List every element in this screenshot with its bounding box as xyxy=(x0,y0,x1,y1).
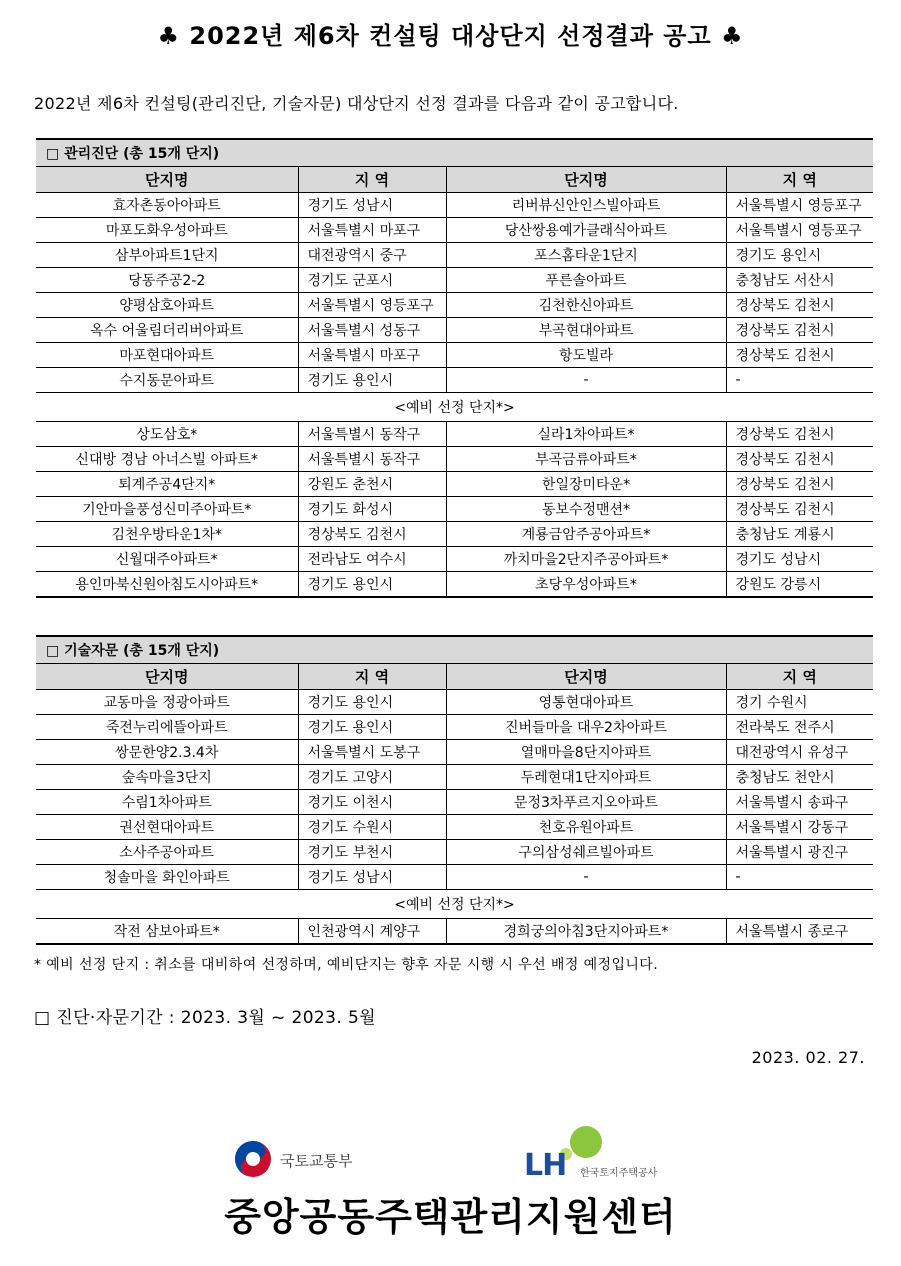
table-cell: 효자촌동아아파트 xyxy=(36,193,298,218)
table-cell: 전라북도 전주시 xyxy=(726,715,873,740)
lh-logo xyxy=(524,1124,694,1184)
table-cell: 경기도 용인시 xyxy=(298,368,446,393)
table-cell: 경기도 성남시 xyxy=(298,865,446,890)
section-heading: □ 관리진단 (총 15개 단지) xyxy=(36,139,873,167)
table-cell: - xyxy=(446,865,726,890)
table-cell: - xyxy=(726,865,873,890)
table-row xyxy=(36,318,873,343)
column-header: 지 역 xyxy=(298,664,446,690)
table-cell: 삼부아파트1단지 xyxy=(36,243,298,268)
table-cell: 서울특별시 송파구 xyxy=(726,790,873,815)
table-cell: 교동마을 정광아파트 xyxy=(36,690,298,715)
table-cell: 퇴계주공4단지* xyxy=(36,472,298,497)
table-cell: 경상북도 김천시 xyxy=(298,522,446,547)
table-row xyxy=(36,218,873,243)
reserve-label: <예비 선정 단지*> xyxy=(36,890,873,919)
table-cell: 대전광역시 중구 xyxy=(298,243,446,268)
table-cell: 경기도 이천시 xyxy=(298,790,446,815)
column-header: 지 역 xyxy=(298,167,446,193)
table-cell: 실라1차아파트* xyxy=(446,422,726,447)
table-row xyxy=(36,715,873,740)
table-cell: 경상북도 김천시 xyxy=(726,318,873,343)
table-cell: 구의삼성쉐르빌아파트 xyxy=(446,840,726,865)
table-cell: 서울특별시 동작구 xyxy=(298,447,446,472)
table-cell: 경기도 용인시 xyxy=(298,690,446,715)
lh-mark: LH xyxy=(524,1148,567,1183)
page-title: ♣ 2022년 제6차 컨설팅 대상단지 선정결과 공고 ♣ xyxy=(157,22,744,50)
table-cell: 대전광역시 유성구 xyxy=(726,740,873,765)
table-cell: 동보수정맨션* xyxy=(446,497,726,522)
table-cell: 부곡현대아파트 xyxy=(446,318,726,343)
column-header: 단지명 xyxy=(36,664,298,690)
table-cell: 양평삼호아파트 xyxy=(36,293,298,318)
table-cell: 서울특별시 성동구 xyxy=(298,318,446,343)
table-cell: 경기도 용인시 xyxy=(726,243,873,268)
table-cell: 죽전누리에뜰아파트 xyxy=(36,715,298,740)
table-cell: 마포현대아파트 xyxy=(36,343,298,368)
table-row xyxy=(36,472,873,497)
table-row xyxy=(36,840,873,865)
table-cell: 경기도 성남시 xyxy=(726,547,873,572)
table-cell: 김천우방타운1차* xyxy=(36,522,298,547)
table-cell: 수지동문아파트 xyxy=(36,368,298,393)
table-cell: 경상북도 김천시 xyxy=(726,447,873,472)
table-cell: 신대방 경남 아너스빌 아파트* xyxy=(36,447,298,472)
table-row xyxy=(36,815,873,840)
table-cell: 경상북도 김천시 xyxy=(726,293,873,318)
table-cell: 경상북도 김천시 xyxy=(726,343,873,368)
organization-name: 중앙공동주택관리지원센터 xyxy=(224,1195,677,1239)
lh-name: 한국토지주택공사 xyxy=(580,1168,658,1179)
table-cell: 충청남도 계룡시 xyxy=(726,522,873,547)
column-header: 단지명 xyxy=(446,664,726,690)
column-header: 단지명 xyxy=(36,167,298,193)
table-cell: 수림1차아파트 xyxy=(36,790,298,815)
table-cell: 부곡금류아파트* xyxy=(446,447,726,472)
reserve-heading-row xyxy=(36,393,873,422)
table-cell: 천호유원아파트 xyxy=(446,815,726,840)
table-cell: - xyxy=(446,368,726,393)
table-cell: 경상북도 김천시 xyxy=(726,422,873,447)
section-heading: □ 기술자문 (총 15개 단지) xyxy=(36,636,873,664)
reserve-label: <예비 선정 단지*> xyxy=(36,393,873,422)
table-cell: 기안마을풍성신미주아파트* xyxy=(36,497,298,522)
table-cell: 까치마을2단지주공아파트* xyxy=(446,547,726,572)
table-row xyxy=(36,368,873,393)
table-cell: 권선현대아파트 xyxy=(36,815,298,840)
table-cell: 경기도 용인시 xyxy=(298,572,446,598)
table-cell: 푸른솔아파트 xyxy=(446,268,726,293)
table-cell: 소사주공아파트 xyxy=(36,840,298,865)
table-row xyxy=(36,765,873,790)
table-cell: 경기도 성남시 xyxy=(298,193,446,218)
table-cell: 진버들마을 대우2차아파트 xyxy=(446,715,726,740)
table-cell: 문정3차푸르지오아파트 xyxy=(446,790,726,815)
table-cell: 서울특별시 영등포구 xyxy=(298,293,446,318)
table-cell: 서울특별시 마포구 xyxy=(298,218,446,243)
table-row xyxy=(36,919,873,945)
table-row xyxy=(36,243,873,268)
table-cell: 한일장미타운* xyxy=(446,472,726,497)
table-cell: 작전 삼보아파트* xyxy=(36,919,298,945)
column-header: 단지명 xyxy=(446,167,726,193)
table-row xyxy=(36,790,873,815)
table-cell: 서울특별시 영등포구 xyxy=(726,193,873,218)
table-row xyxy=(36,547,873,572)
table-cell: 경상북도 김천시 xyxy=(726,497,873,522)
table-cell: 전라남도 여수시 xyxy=(298,547,446,572)
table-cell: 두레현대1단지아파트 xyxy=(446,765,726,790)
table-cell: 영통현대아파트 xyxy=(446,690,726,715)
table-cell: 김천한신아파트 xyxy=(446,293,726,318)
table-cell: 경기도 수원시 xyxy=(298,815,446,840)
table-row xyxy=(36,865,873,890)
table-cell: 강원도 강릉시 xyxy=(726,572,873,598)
molit-name: 국토교통부 xyxy=(280,1152,353,1170)
table-cell: 서울특별시 마포구 xyxy=(298,343,446,368)
table-cell: 인천광역시 계양구 xyxy=(298,919,446,945)
table-cell: 청솔마을 화인아파트 xyxy=(36,865,298,890)
table-row xyxy=(36,447,873,472)
table-cell: 경기도 고양시 xyxy=(298,765,446,790)
molit-logo xyxy=(234,1140,394,1180)
table-cell: 경기도 용인시 xyxy=(298,715,446,740)
footnote: * 예비 선정 단지 : 취소를 대비하여 선정하며, 예비단지는 향후 자문 시행 시 우선 배정 예정입니다. xyxy=(34,957,659,973)
table-row xyxy=(36,343,873,368)
table-cell: 서울특별시 영등포구 xyxy=(726,218,873,243)
table-cell: 계룡금암주공아파트* xyxy=(446,522,726,547)
table-row xyxy=(36,690,873,715)
table-cell: 리버뷰신안인스빌아파트 xyxy=(446,193,726,218)
table-row xyxy=(36,497,873,522)
table-row xyxy=(36,193,873,218)
table-cell: 신월대주아파트* xyxy=(36,547,298,572)
table-cell: 초당우성아파트* xyxy=(446,572,726,598)
diagnosis-table xyxy=(36,138,873,598)
column-header: 지 역 xyxy=(726,664,873,690)
announcement-date: 2023. 02. 27. xyxy=(751,1048,865,1067)
table-cell: 용인마북신원아침도시아파트* xyxy=(36,572,298,598)
table-row xyxy=(36,522,873,547)
table-row xyxy=(36,422,873,447)
table-row xyxy=(36,268,873,293)
table-cell: 경희궁의아침3단지아파트* xyxy=(446,919,726,945)
consulting-period: □ 진단·자문기간 : 2023. 3월 ~ 2023. 5월 xyxy=(34,1008,377,1028)
table-cell: 상도삼호* xyxy=(36,422,298,447)
reserve-heading-row xyxy=(36,890,873,919)
taegeuk-icon xyxy=(234,1140,272,1178)
table-row xyxy=(36,572,873,598)
table-cell: 경기도 부천시 xyxy=(298,840,446,865)
table-cell: 충청남도 서산시 xyxy=(726,268,873,293)
table-row xyxy=(36,293,873,318)
table-cell: 서울특별시 종로구 xyxy=(726,919,873,945)
technical-table xyxy=(36,635,873,945)
table-cell: 경기도 화성시 xyxy=(298,497,446,522)
intro-text: 2022년 제6차 컨설팅(관리진단, 기술자문) 대상단지 선정 결과를 다음과 같이 공고합니다. xyxy=(34,94,679,113)
table-cell: 서울특별시 동작구 xyxy=(298,422,446,447)
table-cell: 마포도화우성아파트 xyxy=(36,218,298,243)
table-cell: 경기도 군포시 xyxy=(298,268,446,293)
table-cell: 서울특별시 광진구 xyxy=(726,840,873,865)
table-cell: 숲속마을3단지 xyxy=(36,765,298,790)
table-cell: 옥수 어울림더리버아파트 xyxy=(36,318,298,343)
table-cell: 당산쌍용예가클래식아파트 xyxy=(446,218,726,243)
table-cell: 경상북도 김천시 xyxy=(726,472,873,497)
table-cell: 서울특별시 강동구 xyxy=(726,815,873,840)
table-cell: 당동주공2-2 xyxy=(36,268,298,293)
table-cell: - xyxy=(726,368,873,393)
table-row xyxy=(36,740,873,765)
table-cell: 열매마을8단지아파트 xyxy=(446,740,726,765)
column-header: 지 역 xyxy=(726,167,873,193)
table-cell: 경기 수원시 xyxy=(726,690,873,715)
table-cell: 쌍문한양2.3.4차 xyxy=(36,740,298,765)
table-cell: 항도빌라 xyxy=(446,343,726,368)
table-cell: 강원도 춘천시 xyxy=(298,472,446,497)
table-cell: 서울특별시 도봉구 xyxy=(298,740,446,765)
table-cell: 포스홈타운1단지 xyxy=(446,243,726,268)
table-cell: 충청남도 천안시 xyxy=(726,765,873,790)
